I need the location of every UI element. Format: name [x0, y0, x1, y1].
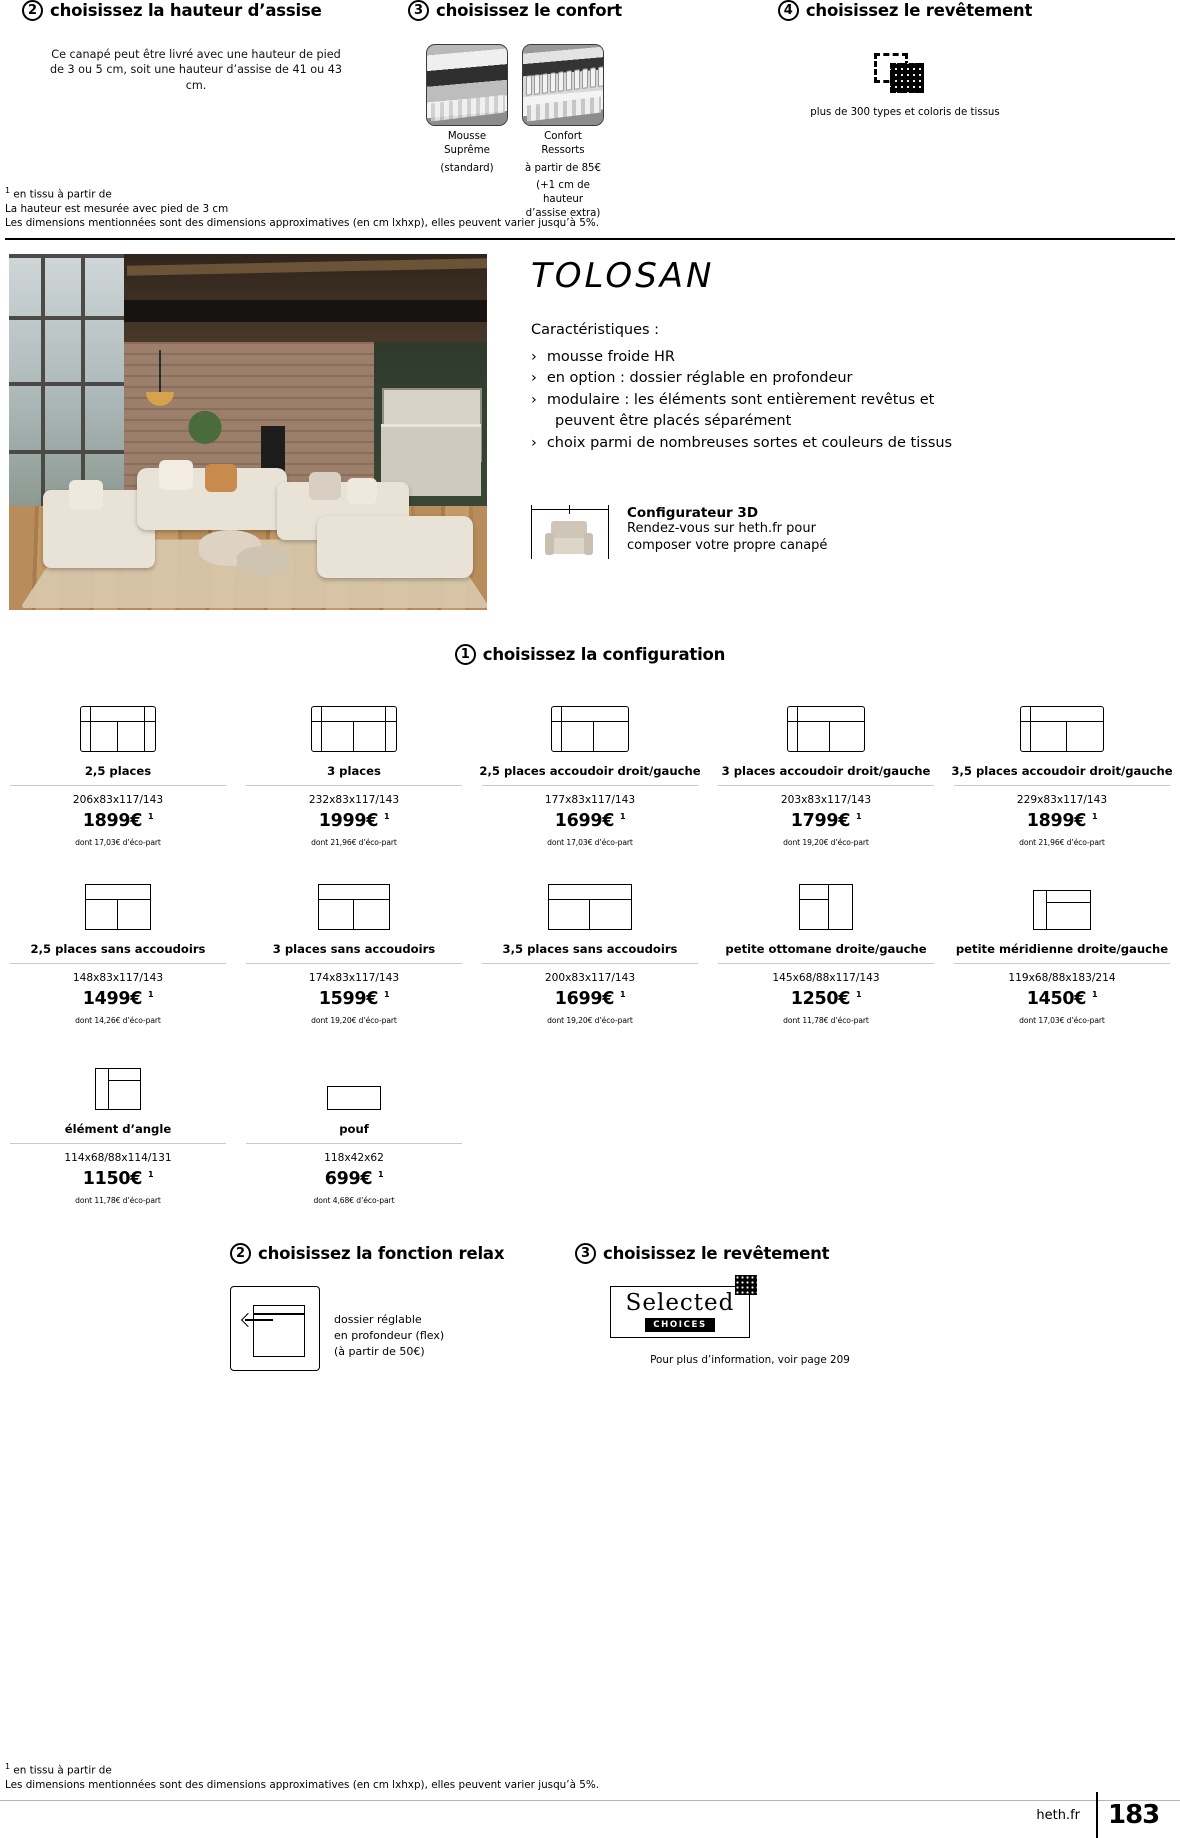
item-name: 3,5 places accoudoir droit/gauche: [951, 764, 1173, 778]
feature-item: [531, 368, 961, 389]
configuration-item[interactable]: [236, 1048, 472, 1205]
configuration-cells: [0, 868, 1180, 1025]
configuration-item[interactable]: [236, 690, 472, 847]
step-configuration-title: choisissez la configuration: [482, 645, 726, 664]
fabric-swatches-icon: [874, 53, 936, 101]
item-dimensions: 232x83x117/143: [308, 794, 400, 806]
feature-item: [531, 390, 961, 411]
item-dimensions: 114x68/88x114/131: [64, 1152, 172, 1164]
configuration-item[interactable]: [472, 868, 708, 1025]
foam-photo: [426, 44, 508, 126]
footnote-bottom: [5, 1762, 765, 1792]
comfort-option-sub: (standard): [440, 162, 494, 174]
configuration-item[interactable]: [944, 690, 1180, 847]
footnote-line: [5, 1762, 765, 1778]
fabric-swatch-icon: [735, 1275, 757, 1295]
item-eco-fee: dont 19,20€ d’éco-part: [311, 1016, 397, 1025]
footnote-text: en tissu à partir de: [13, 188, 112, 201]
configuration-item[interactable]: [0, 690, 236, 847]
step-number-badge: 3: [575, 1243, 596, 1264]
item-price: 1150€ $^1$: [82, 1169, 154, 1189]
step-upholstery-bottom-title: choisissez le revêtement: [603, 1244, 830, 1263]
step-comfort-title: choisissez le confort: [436, 1, 622, 20]
page-title: TOLOSAN: [531, 256, 715, 296]
item-price: 699€ $^1$: [324, 1169, 384, 1189]
fabric-caption: plus de 300 types et coloris de tissus: [810, 107, 1000, 118]
item-dimensions: 145x68/88x117/143: [772, 972, 880, 984]
item-dimensions: 229x83x117/143: [1016, 794, 1108, 806]
item-name: 2,5 places: [84, 764, 152, 778]
sofa-diagram-3-places: [240, 690, 468, 752]
relax-description: [334, 1286, 444, 1360]
section-divider: [5, 238, 1175, 240]
chevron-right-icon: ›: [531, 391, 537, 408]
sofa-diagram-2-5-places: [4, 690, 232, 752]
configuration-cells: [0, 1048, 472, 1205]
item-name: petite ottomane droite/gauche: [725, 942, 927, 956]
item-eco-fee: dont 21,96€ d’éco-part: [1019, 838, 1105, 847]
item-dimensions: 148x83x117/143: [72, 972, 164, 984]
meridienne-diagram: [948, 868, 1176, 930]
product-features: [531, 322, 961, 454]
arrow-left-icon: [239, 1315, 273, 1325]
chevron-right-icon: ›: [531, 370, 537, 387]
configuration-row: [0, 690, 1180, 847]
step-seat-height-block: [22, 0, 362, 93]
item-price: 1699€ $^1$: [554, 811, 626, 831]
adjustable-backrest-icon: [230, 1286, 320, 1371]
item-name: 2,5 places sans accoudoirs: [30, 942, 206, 956]
configuration-row: [0, 1048, 472, 1205]
relax-line1: dossier réglable: [334, 1313, 422, 1326]
item-dimensions: 118x42x62: [324, 1152, 384, 1164]
item-dimensions: 174x83x117/143: [308, 972, 400, 984]
item-eco-fee: dont 21,96€ d’éco-part: [311, 838, 397, 847]
footnote-line: La hauteur est mesurée avec pied de 3 cm: [5, 202, 229, 215]
configurator-3d-block[interactable]: [531, 505, 971, 563]
configurator-line1: Rendez-vous sur heth.fr pour: [627, 521, 816, 536]
item-dimensions: 119x68/88x183/214: [1008, 972, 1116, 984]
item-dimensions: 200x83x117/143: [544, 972, 636, 984]
footnote-line: Les dimensions mentionnées sont des dimensions approximatives (en cm lxhxp), elles peuvent varier jusqu’à 5%.: [5, 216, 600, 229]
feature-item: [531, 347, 961, 368]
step-upholstery-header: [690, 0, 1120, 21]
sofa-diagram-2-5-places-one-arm: [476, 690, 704, 752]
features-heading: Caractéristiques :: [531, 322, 660, 338]
item-name: petite méridienne droite/gauche: [955, 942, 1169, 956]
footnote-top: [5, 186, 765, 230]
item-dimensions: 177x83x117/143: [544, 794, 636, 806]
relax-body: [230, 1286, 560, 1371]
sofa-diagram-2-5-no-arms: [4, 868, 232, 930]
item-price: 1450€ $^1$: [1026, 989, 1098, 1009]
page-number-box: [1096, 1792, 1160, 1838]
configuration-row: [0, 868, 1180, 1025]
item-eco-fee: dont 11,78€ d’éco-part: [75, 1196, 161, 1205]
footnote-marker: 1: [5, 186, 11, 195]
item-eco-fee: dont 19,20€ d’éco-part: [547, 1016, 633, 1025]
item-price: 1599€ $^1$: [318, 989, 390, 1009]
item-name: 2,5 places accoudoir droit/gauche: [479, 764, 701, 778]
fabric-swatch-wrap: [690, 53, 1120, 101]
pouf-diagram: [240, 1048, 468, 1110]
item-name: 3 places accoudoir droit/gauche: [721, 764, 931, 778]
footnote-line: Les dimensions mentionnées sont des dimensions approximatives (en cm lxhxp), elles peuvent varier jusqu’à 5%.: [5, 1778, 600, 1791]
badge-subword: CHOICES: [645, 1318, 715, 1332]
configuration-item[interactable]: [0, 868, 236, 1025]
step-configuration-header: [0, 644, 1180, 665]
configuration-item[interactable]: [0, 1048, 236, 1205]
item-name: pouf: [339, 1122, 369, 1136]
relax-line3: (à partir de 50€): [334, 1344, 425, 1358]
item-dimensions: 203x83x117/143: [780, 794, 872, 806]
item-name: 3 places sans accoudoirs: [272, 942, 436, 956]
step-upholstery-bottom-header: [575, 1243, 975, 1264]
badge-word: Selected: [625, 1290, 735, 1316]
item-price: 1899€ $^1$: [82, 811, 154, 831]
item-price: 1499€ $^1$: [82, 989, 154, 1009]
item-price: 1899€ $^1$: [1026, 811, 1098, 831]
selected-choices-badge: [610, 1286, 750, 1338]
configuration-item[interactable]: [944, 868, 1180, 1025]
configuration-item[interactable]: [708, 690, 944, 847]
item-name: 3 places: [327, 764, 381, 778]
step-number-badge: 3: [408, 0, 429, 21]
feature-text: choix parmi de nombreuses sortes et couleurs de tissus: [546, 434, 953, 451]
step-relax-title: choisissez la fonction relax: [258, 1244, 505, 1263]
item-eco-fee: dont 11,78€ d’éco-part: [783, 1016, 869, 1025]
footer-divider: [0, 1800, 1180, 1801]
step-number-badge: 1: [455, 644, 476, 665]
chevron-right-icon: ›: [531, 434, 537, 451]
seat-height-description: Ce canapé peut être livré avec une hauteur de pied de 3 ou 5 cm, soit une hauteur d’assise de 41 ou 43 cm.: [49, 48, 343, 92]
item-price: 1999€ $^1$: [318, 811, 390, 831]
configuration-item[interactable]: [472, 690, 708, 847]
item-price: 1799€ $^1$: [790, 811, 862, 831]
configurator-text: [627, 505, 827, 563]
step-seat-height-header: [22, 0, 362, 21]
footnote-marker: 1: [5, 1762, 11, 1771]
item-eco-fee: dont 14,26€ d’éco-part: [75, 1016, 161, 1025]
sofa-diagram-3-no-arms: [240, 868, 468, 930]
feature-text: en option : dossier réglable en profondeur: [546, 370, 853, 387]
item-dimensions: 206x83x117/143: [72, 794, 164, 806]
step-relax-block: [230, 1243, 560, 1371]
configuration-item[interactable]: [236, 868, 472, 1025]
item-eco-fee: dont 19,20€ d’éco-part: [783, 838, 869, 847]
upholstery-note: Pour plus d’information, voir page 209: [650, 1354, 850, 1366]
step-upholstery-block: [690, 0, 1120, 120]
comfort-option-label: Confort Ressorts: [541, 131, 585, 156]
sofa-diagram-3-5-places-one-arm: [948, 690, 1176, 752]
comfort-option-label: Mousse Suprême: [444, 131, 490, 156]
step-seat-height-title: choisissez la hauteur d’assise: [50, 1, 322, 20]
footer-website: heth.fr: [1036, 1808, 1080, 1823]
step-upholstery-title: choisissez le revêtement: [805, 1, 1033, 20]
sofa-diagram-3-places-one-arm: [712, 690, 940, 752]
product-hero-image: [9, 254, 487, 610]
feature-text: modulaire : les éléments sont entièrement revêtus et: [546, 391, 935, 408]
step-number-badge: 4: [778, 0, 799, 21]
step-relax-header: [230, 1243, 560, 1264]
configurator-line2: composer votre propre canapé: [627, 537, 828, 553]
item-eco-fee: dont 17,03€ d’éco-part: [75, 838, 161, 847]
feature-text: mousse froide HR: [546, 349, 675, 365]
item-eco-fee: dont 17,03€ d’éco-part: [547, 838, 633, 847]
step-comfort-header: [400, 0, 630, 21]
corner-element-diagram: [4, 1048, 232, 1110]
footnote-line: [5, 186, 765, 202]
footnote-text: en tissu à partir de: [13, 1764, 112, 1777]
sofa-dimension-icon: [531, 505, 613, 563]
item-eco-fee: dont 4,68€ d’éco-part: [313, 1196, 395, 1205]
feature-item: [531, 433, 961, 454]
configurator-title: Configurateur 3D: [627, 505, 759, 521]
configuration-item[interactable]: [708, 868, 944, 1025]
relax-line2: en profondeur (flex): [334, 1328, 445, 1342]
comfort-option-extra: (+1 cm de hauteur d’assise extra): [525, 180, 601, 219]
sofa-diagram-3-5-no-arms: [476, 868, 704, 930]
step-number-badge: 2: [230, 1243, 251, 1264]
comfort-option-sub: à partir de 85€: [524, 162, 602, 174]
item-name: 3,5 places sans accoudoirs: [502, 942, 678, 956]
springs-photo: [522, 44, 604, 126]
step-upholstery-bottom-block: [575, 1243, 975, 1366]
step-number-badge: 2: [22, 0, 43, 21]
configuration-cells: [0, 690, 1180, 847]
feature-text-continuation: peuvent être placés séparément: [555, 413, 792, 430]
item-price: 1250€ $^1$: [790, 989, 862, 1009]
item-name: élément d’angle: [64, 1122, 172, 1136]
chevron-right-icon: ›: [531, 349, 537, 365]
item-price: 1699€ $^1$: [554, 989, 626, 1009]
page-number: 183: [1108, 1800, 1160, 1830]
item-eco-fee: dont 17,03€ d’éco-part: [1019, 1016, 1105, 1025]
ottomane-diagram: [712, 868, 940, 930]
